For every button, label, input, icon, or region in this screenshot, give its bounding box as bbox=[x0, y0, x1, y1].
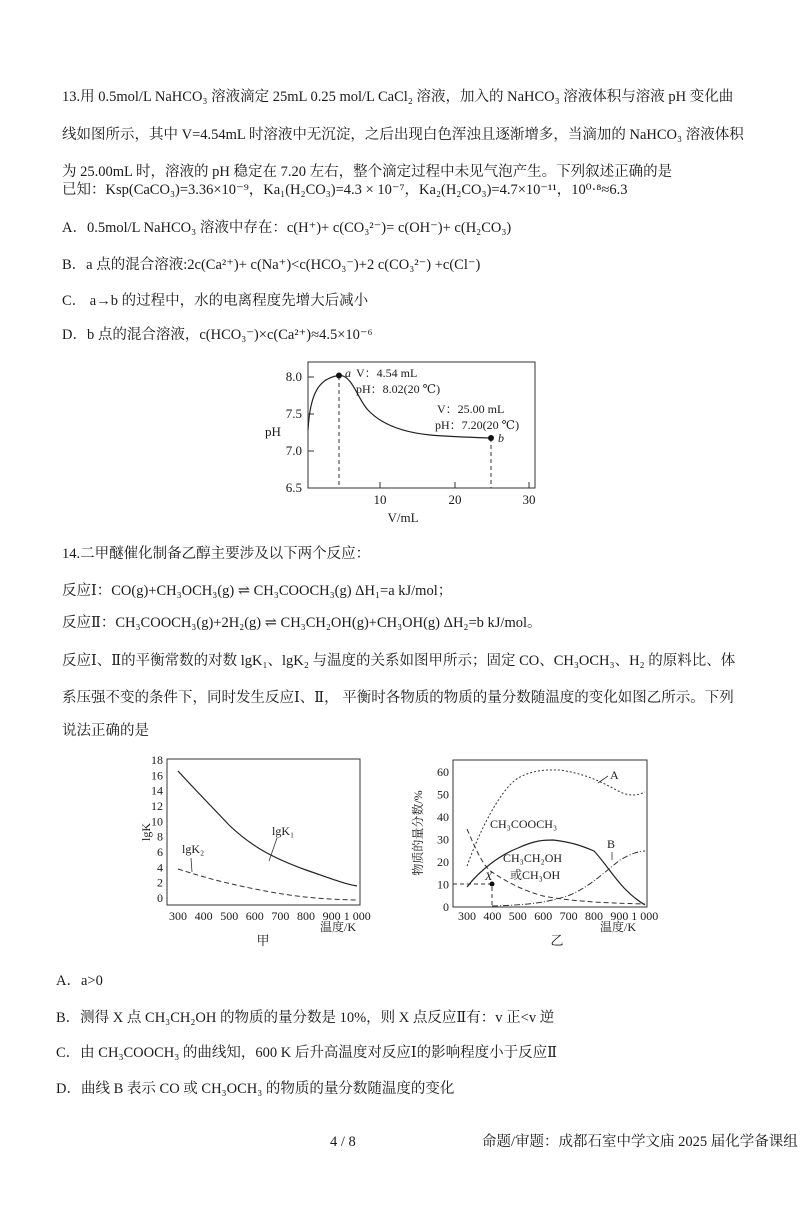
lgk-temperature-chart bbox=[139, 753, 371, 948]
y-tick-label: 30 bbox=[437, 832, 449, 847]
x-tick-label: 700 bbox=[559, 909, 578, 923]
x-tick-label: 10 bbox=[373, 492, 387, 507]
x-tick-label: 300 bbox=[169, 909, 187, 923]
ph-titration-chart bbox=[265, 362, 536, 525]
point-x-label: X bbox=[485, 869, 493, 883]
x-tick-label: 1 000 bbox=[631, 909, 659, 923]
x-tick-label: 700 bbox=[271, 909, 290, 923]
point-a bbox=[336, 373, 342, 379]
q13-stem-line: 线如图所示，其中 V=4.54mL 时溶液中无沉淀，之后出现白色浑浊且逐渐增多，当滴加的 NaHCO₃ 溶液体积 bbox=[62, 127, 744, 143]
q13-known-constants: 已知：Ksp(CaCO₃)=3.36×10⁻⁹，Ka₁(H₂CO₃)=4.3 × 10⁻⁷，Ka₂(H₂CO₃)=4.7×10⁻¹¹，10⁰·⁸≈6.3 bbox=[62, 182, 628, 198]
page-number: 4 / 8 bbox=[330, 1134, 356, 1150]
x-tick-label: 400 bbox=[483, 909, 502, 923]
lgk2-leader-line bbox=[191, 858, 192, 872]
q14-stem-line: 系压强不变的条件下，同时发生反应Ⅰ、Ⅱ， 平衡时各物质的物质的量分数随温度的变化如图乙所示。下列 bbox=[62, 690, 734, 706]
q13-option-a: A．0.5mol/L NaHCO₃ 溶液中存在：c(H⁺)+ c(CO₃²⁻)= c(OH⁻)+ c(H₂CO₃) bbox=[62, 220, 512, 236]
y-tick-label: 8 bbox=[157, 829, 163, 844]
q14-stem-line: 反应Ⅰ、Ⅱ的平衡常数的对数 lgK₁、lgK₂ 与温度的关系如图甲所示；固定 CO、CH₃OCH₃、H₂ 的原料比、体 bbox=[62, 653, 736, 669]
x-tick-label: 300 bbox=[458, 909, 476, 923]
q13-stem-line: 为 25.00mL 时，溶液的 pH 稳定在 7.20 左右，整个滴定过程中未见气泡产生。下列叙述正确的是 bbox=[62, 164, 673, 180]
mole-fraction-chart bbox=[410, 760, 658, 948]
y-tick-label: 18 bbox=[151, 753, 163, 767]
y-tick-label: 16 bbox=[151, 768, 163, 783]
y-tick-label: 60 bbox=[437, 765, 449, 779]
x-tick-label: 600 bbox=[534, 909, 553, 923]
curve-alcohol-label: CH₃CH₂OH bbox=[503, 851, 563, 865]
point-a-ph: pH：8.02(20 ℃) bbox=[356, 382, 441, 396]
x-axis-label: 温度/K bbox=[600, 920, 637, 934]
figure-caption: 乙 bbox=[550, 933, 564, 948]
plot-frame bbox=[167, 759, 360, 905]
q13-option-d: D．b 点的混合溶液，c(HCO₃⁻)×c(Ca²⁺)≈4.5×10⁻⁶ bbox=[62, 327, 373, 343]
x-tick-label: 500 bbox=[508, 909, 527, 923]
y-tick-label: 20 bbox=[437, 855, 449, 869]
x-tick-label: 600 bbox=[245, 909, 264, 923]
q14-option-b: B．测得 X 点 CH₃CH₂OH 的物质的量分数是 10%，则 X 点反应Ⅱ有：v 正<v 逆 bbox=[56, 1010, 555, 1026]
y-axis-label: 物质的量分数/% bbox=[411, 790, 425, 876]
curve-alcohol-label-2: 或CH₃OH bbox=[510, 868, 561, 882]
point-a-label: a bbox=[345, 366, 351, 380]
q14-option-a: A．a>0 bbox=[56, 973, 103, 989]
x-tick-label: 30 bbox=[522, 492, 536, 507]
y-tick-label: 14 bbox=[151, 783, 163, 798]
q14-reaction-1: 反应Ⅰ：CO(g)+CH₃OCH₃(g) ⇌ CH₃COOCH₃(g) ΔH₁=a kJ/mol； bbox=[62, 583, 453, 599]
q13-option-c: C． a→b 的过程中，水的电离程度先增大后减小 bbox=[62, 293, 369, 309]
lgk2-label: lgK₂ bbox=[182, 842, 205, 856]
y-tick-label: 50 bbox=[437, 787, 449, 802]
q13-option-b: B．a 点的混合溶液:2c(Ca²⁺)+ c(Na⁺)<c(HCO₃⁻)+2 c(CO₃²⁻) +c(Cl⁻) bbox=[62, 257, 481, 273]
q14-stem-line: 14.二甲醚催化制备乙醇主要涉及以下两个反应： bbox=[62, 546, 371, 562]
q13-stem-line: 13.用 0.5mol/L NaHCO₃ 溶液滴定 25mL 0.25 mol/L CaCl₂ 溶液，加入的 NaHCO₃ 溶液体积与溶液 pH 变化曲 bbox=[62, 89, 734, 105]
point-a-volume: V：4.54 mL bbox=[356, 366, 418, 380]
y-tick-label: 2 bbox=[157, 875, 163, 890]
y-tick-label: 4 bbox=[157, 860, 163, 875]
x-tick-label: 500 bbox=[220, 909, 239, 923]
y-tick-label: 8.0 bbox=[285, 369, 302, 384]
x-axis-label: 温度/K bbox=[320, 920, 357, 934]
curve-ester-label: CH₃COOCH₃ bbox=[490, 817, 558, 831]
y-tick-label: 0 bbox=[443, 900, 449, 914]
y-tick-label: 10 bbox=[437, 877, 449, 892]
x-tick-label: 1 000 bbox=[343, 909, 371, 923]
curve-a-label: A bbox=[610, 768, 619, 782]
q14-stem-line: 说法正确的是 bbox=[62, 723, 149, 739]
q14-option-d: D．曲线 B 表示 CO 或 CH₃OCH₃ 的物质的量分数随温度的变化 bbox=[56, 1081, 455, 1097]
q14-option-c: C．由 CH₃COOCH₃ 的曲线知，600 K 后升高温度对反应Ⅰ的影响程度小于反应Ⅱ bbox=[56, 1045, 557, 1061]
footer-credit: 命题/审题：成都石室中学文庙 2025 届化学备课组 bbox=[482, 1134, 798, 1150]
y-tick-label: 6.5 bbox=[285, 480, 302, 495]
y-tick-label: 6 bbox=[157, 845, 163, 859]
point-b bbox=[488, 435, 494, 441]
lgk1-label: lgK₁ bbox=[272, 824, 295, 838]
x-tick-label: 900 bbox=[322, 909, 341, 923]
q14-reaction-2: 反应Ⅱ：CH₃COOCH₃(g)+2H₂(g) ⇌ CH₃CH₂OH(g)+CH₃OH(g) ΔH₂=b kJ/mol。 bbox=[62, 615, 542, 631]
x-axis-label: V/mL bbox=[387, 510, 419, 525]
x-tick-label: 20 bbox=[448, 492, 462, 507]
y-tick-label: 7.5 bbox=[285, 406, 302, 421]
y-axis-label: pH bbox=[265, 424, 281, 439]
y-tick-label: 40 bbox=[437, 810, 449, 824]
lgk1-curve bbox=[178, 771, 357, 886]
lgk2-curve bbox=[178, 869, 357, 900]
x-tick-label: 800 bbox=[297, 909, 315, 923]
y-tick-label: 12 bbox=[151, 799, 163, 813]
y-axis-label: lgK bbox=[139, 823, 153, 841]
y-tick-label: 7.0 bbox=[285, 443, 302, 458]
curve-b-label: B bbox=[607, 837, 616, 851]
point-b-label: b bbox=[498, 431, 504, 445]
y-tick-label: 10 bbox=[151, 814, 163, 829]
x-tick-label: 400 bbox=[194, 909, 213, 923]
y-tick-label: 0 bbox=[157, 891, 163, 905]
point-b-ph: pH：7.20(20 ℃) bbox=[435, 418, 520, 432]
x-tick-label: 800 bbox=[585, 909, 603, 923]
figure-caption: 甲 bbox=[256, 933, 270, 948]
point-b-volume: V：25.00 mL bbox=[437, 402, 505, 416]
plot-frame bbox=[453, 760, 647, 907]
x-point-guides bbox=[453, 884, 492, 907]
x-tick-label: 900 bbox=[610, 909, 629, 923]
